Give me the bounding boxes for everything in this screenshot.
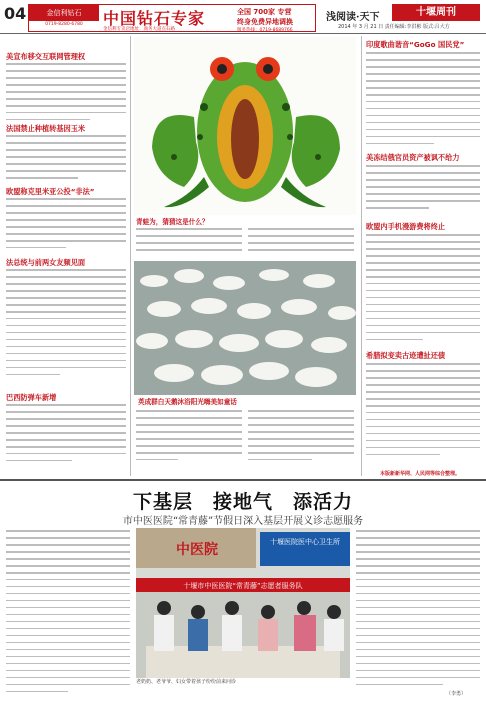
- volunteer-clinic-photo: [136, 528, 350, 678]
- ad-slogan: [237, 7, 315, 27]
- clinic-banner: 十堰市中医医院“常青藤”志愿者服务队: [183, 582, 303, 590]
- ad-slogan-line-1: 全国 700家 专营: [237, 8, 292, 16]
- page-number: 04: [4, 4, 27, 23]
- clinic-right-sign: 十堰医院医中心卫生所: [270, 538, 340, 546]
- left-article-1-body: [6, 63, 126, 126]
- column-divider-right: [361, 36, 362, 476]
- ad-slogan-line-2: 终身免费异地调换: [237, 18, 293, 26]
- right-article-1-body: [366, 52, 480, 150]
- ad-title: 中国钻石专家: [103, 9, 206, 28]
- white-swans-photo: [134, 261, 356, 395]
- right-article-4-body: [366, 363, 480, 461]
- left-headline-1: 美宣布移交互联网管理权: [6, 52, 86, 61]
- left-article-5-body: [6, 404, 126, 467]
- swan-photo-caption: 英成群白天鹅沐浴阳光嗨美如童话: [138, 398, 237, 406]
- swan-article-body-a: [136, 410, 242, 466]
- source-note: 本版新新华网、人民网等综合整理。: [380, 471, 461, 477]
- lower-article-title: 下基层 接地气 添活力: [132, 491, 353, 513]
- left-article-4-body: [6, 269, 126, 381]
- frog-article-body-a: [136, 228, 242, 256]
- lower-article-subtitle: 市中医医院“常青藤”节假日深入基层开展义诊志愿服务: [122, 516, 364, 527]
- left-article-2-body: [6, 135, 126, 184]
- left-headline-4: 法总统与前两女友频见面: [6, 258, 86, 267]
- clinic-sign: 中医院: [176, 542, 218, 558]
- clinic-photo-caption: 老奶奶、老爷爷、妇女带着孩子纷纷前来问诊: [136, 679, 237, 685]
- lower-article-body-left: [6, 530, 130, 698]
- ad-phone: 服务热线：0719-8689766: [237, 28, 293, 33]
- frog-photo-caption: 青蛙为，猜猜这是什么？: [136, 218, 209, 226]
- header-rule: [0, 33, 486, 34]
- date-line: 2014 年 3 月 21 日 责任编辑:李洪彬 版式:吕大方: [338, 24, 450, 30]
- clinic-scene-illustration: [136, 528, 350, 678]
- frog-illustration: [134, 37, 356, 215]
- weekly-badge: 十堰周刊: [392, 4, 480, 21]
- right-article-3-body: [366, 234, 480, 346]
- left-headline-3: 欧盟称克里米亚公投“非法”: [6, 187, 95, 196]
- right-article-2-body: [366, 165, 480, 214]
- swan-article-body-b: [248, 410, 354, 466]
- left-headline-5: 巴西防弹车新增: [6, 393, 57, 402]
- article-credit: （李勇）: [446, 691, 467, 697]
- right-headline-2: 美冻结俄官员资产被讽不给力: [366, 153, 460, 162]
- diamond-ad-banner: [28, 4, 316, 32]
- ad-address: 金信利专卖店地址：商务大道点石路: [103, 27, 175, 32]
- right-headline-1: 印度歌曲谐音“GoGo 国民党”: [366, 40, 465, 49]
- right-headline-4: 希腊拟变卖古迹遭扯还债: [366, 351, 446, 360]
- right-headline-3: 欧盟内手机漫游费将终止: [366, 222, 446, 231]
- section-name: 浅阅读·天下: [326, 12, 380, 23]
- column-divider-left: [130, 36, 131, 476]
- frog-article-body-b: [248, 228, 354, 256]
- left-article-3-body: [6, 198, 126, 254]
- frog-body-paint-photo: [134, 37, 356, 215]
- left-headline-2: 法国禁止种植转基因玉米: [6, 124, 86, 133]
- swans-illustration: [134, 261, 356, 395]
- ad-tel: 0719-8280-6780: [45, 22, 83, 27]
- lower-article-body-right: [356, 530, 480, 691]
- ad-logo: 金信利钻石: [29, 5, 99, 21]
